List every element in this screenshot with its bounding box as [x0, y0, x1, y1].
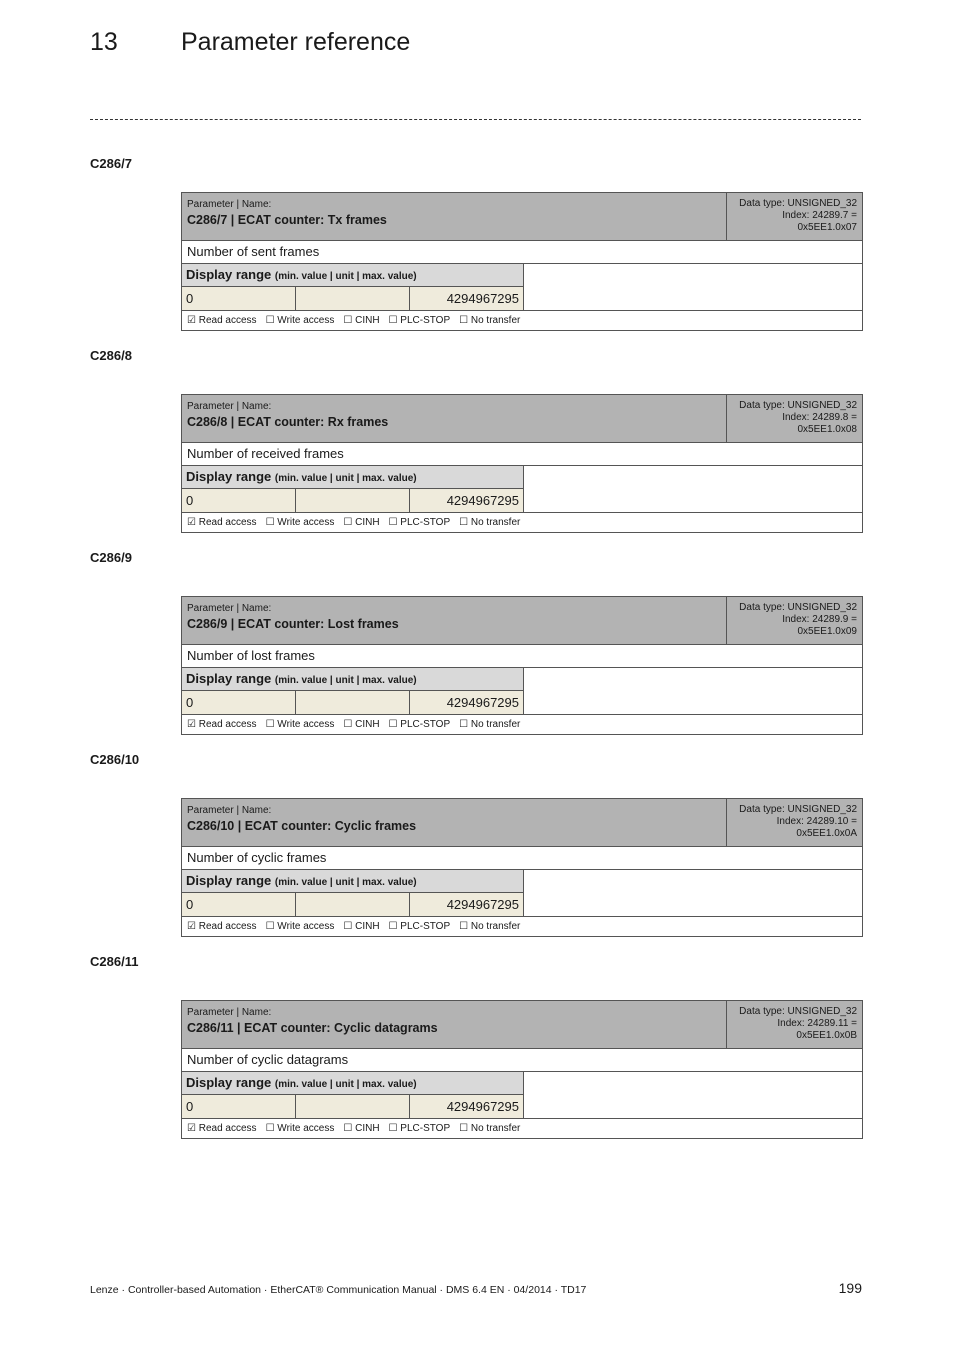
parameter-header	[182, 395, 862, 443]
display-range-sub: (min. value | unit | max. value)	[274, 675, 417, 686]
parameter-index: Index: 24289.8 =	[782, 412, 857, 423]
display-range-label: Display range	[186, 469, 272, 484]
parameter-name: C286/7 | ECAT counter: Tx frames	[187, 213, 387, 227]
range-min: 0	[182, 489, 296, 512]
range-min: 0	[182, 287, 296, 310]
write-access-checkbox: ☐ Write access	[265, 921, 335, 932]
parameter-index: Index: 24289.11 =	[777, 1018, 857, 1029]
display-range	[182, 1072, 862, 1119]
parameter-caption: Parameter | Name:	[187, 1007, 272, 1018]
range-min: 0	[182, 1095, 296, 1118]
range-unit	[296, 893, 410, 916]
parameter-caption: Parameter | Name:	[187, 805, 272, 816]
display-range	[182, 870, 862, 917]
parameter-name: C286/10 | ECAT counter: Cyclic frames	[187, 819, 417, 833]
range-min: 0	[182, 691, 296, 714]
no-transfer-checkbox: ☐ No transfer	[459, 517, 521, 528]
parameter-description: Number of cyclic frames	[182, 847, 862, 870]
display-range-sub: (min. value | unit | max. value)	[274, 877, 417, 888]
parameter-header	[182, 597, 862, 645]
range-max: 4294967295	[410, 1095, 523, 1118]
plc-stop-checkbox: ☐ PLC-STOP	[388, 517, 451, 528]
plc-stop-checkbox: ☐ PLC-STOP	[388, 719, 451, 730]
range-unit	[296, 691, 410, 714]
parameter-caption: Parameter | Name:	[187, 199, 272, 210]
display-range	[182, 264, 862, 311]
parameter-index: Index: 24289.10 =	[776, 816, 857, 827]
access-flags	[182, 715, 862, 734]
read-access-checkbox: ☑ Read access	[187, 719, 257, 730]
section-heading-c286-7: C286/7	[90, 156, 132, 171]
cinh-checkbox: ☐ CINH	[343, 1123, 380, 1134]
display-range-label: Display range	[186, 1075, 272, 1090]
cinh-checkbox: ☐ CINH	[343, 921, 380, 932]
display-range	[182, 668, 862, 715]
section-heading-c286-9: C286/9	[90, 550, 132, 565]
parameter-description: Number of received frames	[182, 443, 862, 466]
access-flags	[182, 917, 862, 936]
parameter-table-c286-8	[181, 394, 863, 533]
write-access-checkbox: ☐ Write access	[265, 719, 335, 730]
parameter-header	[182, 799, 862, 847]
parameter-caption: Parameter | Name:	[187, 401, 272, 412]
page-number: 199	[838, 1280, 862, 1296]
cinh-checkbox: ☐ CINH	[343, 517, 380, 528]
range-max: 4294967295	[410, 489, 523, 512]
read-access-checkbox: ☑ Read access	[187, 1123, 257, 1134]
range-min: 0	[182, 893, 296, 916]
parameter-table-c286-10	[181, 798, 863, 937]
chapter-number: 13	[90, 28, 118, 56]
parameter-hex-index: 0x5EE1.0x09	[797, 626, 857, 637]
no-transfer-checkbox: ☐ No transfer	[459, 1123, 521, 1134]
dashed-divider	[90, 119, 861, 120]
write-access-checkbox: ☐ Write access	[265, 1123, 335, 1134]
parameter-table-c286-7	[181, 192, 863, 331]
chapter-title: Parameter reference	[181, 28, 411, 56]
parameter-hex-index: 0x5EE1.0x0A	[796, 828, 857, 839]
display-range-sub: (min. value | unit | max. value)	[274, 473, 417, 484]
parameter-description: Number of cyclic datagrams	[182, 1049, 862, 1072]
data-type: Data type: UNSIGNED_32	[739, 400, 857, 411]
parameter-name: C286/11 | ECAT counter: Cyclic datagrams	[187, 1021, 438, 1035]
parameter-table-c286-9	[181, 596, 863, 735]
parameter-hex-index: 0x5EE1.0x07	[797, 222, 857, 233]
section-heading-c286-11: C286/11	[90, 954, 139, 969]
parameter-index: Index: 24289.7 =	[782, 210, 857, 221]
range-max: 4294967295	[410, 287, 523, 310]
read-access-checkbox: ☑ Read access	[187, 921, 257, 932]
range-unit	[296, 287, 410, 310]
no-transfer-checkbox: ☐ No transfer	[459, 315, 521, 326]
footer-text: Lenze · Controller-based Automation · EtherCAT® Communication Manual · DMS 6.4 EN · 04/2014 · TD17	[90, 1284, 587, 1296]
range-unit	[296, 489, 410, 512]
write-access-checkbox: ☐ Write access	[265, 315, 335, 326]
display-range-label: Display range	[186, 671, 272, 686]
range-unit	[296, 1095, 410, 1118]
parameter-table-c286-11	[181, 1000, 863, 1139]
parameter-hex-index: 0x5EE1.0x0B	[796, 1030, 857, 1041]
read-access-checkbox: ☑ Read access	[187, 315, 257, 326]
parameter-caption: Parameter | Name:	[187, 603, 272, 614]
plc-stop-checkbox: ☐ PLC-STOP	[388, 1123, 451, 1134]
plc-stop-checkbox: ☐ PLC-STOP	[388, 921, 451, 932]
plc-stop-checkbox: ☐ PLC-STOP	[388, 315, 451, 326]
access-flags	[182, 311, 862, 330]
display-range-label: Display range	[186, 267, 272, 282]
write-access-checkbox: ☐ Write access	[265, 517, 335, 528]
section-heading-c286-10: C286/10	[90, 752, 140, 767]
data-type: Data type: UNSIGNED_32	[739, 602, 857, 613]
range-max: 4294967295	[410, 691, 523, 714]
parameter-name: C286/8 | ECAT counter: Rx frames	[187, 415, 389, 429]
parameter-name: C286/9 | ECAT counter: Lost frames	[187, 617, 399, 631]
access-flags	[182, 1119, 862, 1138]
display-range	[182, 466, 862, 513]
no-transfer-checkbox: ☐ No transfer	[459, 719, 521, 730]
read-access-checkbox: ☑ Read access	[187, 517, 257, 528]
display-range-sub: (min. value | unit | max. value)	[274, 271, 417, 282]
access-flags	[182, 513, 862, 532]
no-transfer-checkbox: ☐ No transfer	[459, 921, 521, 932]
parameter-header	[182, 193, 862, 241]
display-range-sub: (min. value | unit | max. value)	[274, 1079, 417, 1090]
section-heading-c286-8: C286/8	[90, 348, 132, 363]
parameter-description: Number of lost frames	[182, 645, 862, 668]
cinh-checkbox: ☐ CINH	[343, 719, 380, 730]
display-range-label: Display range	[186, 873, 272, 888]
data-type: Data type: UNSIGNED_32	[739, 804, 857, 815]
data-type: Data type: UNSIGNED_32	[739, 1006, 857, 1017]
range-max: 4294967295	[410, 893, 523, 916]
parameter-description: Number of sent frames	[182, 241, 862, 264]
parameter-hex-index: 0x5EE1.0x08	[797, 424, 857, 435]
parameter-index: Index: 24289.9 =	[782, 614, 857, 625]
data-type: Data type: UNSIGNED_32	[739, 198, 857, 209]
parameter-header	[182, 1001, 862, 1049]
cinh-checkbox: ☐ CINH	[343, 315, 380, 326]
